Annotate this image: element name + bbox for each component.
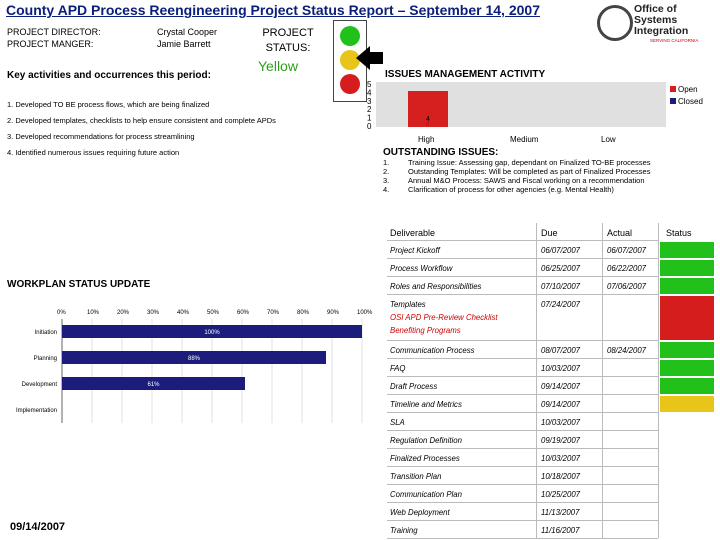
issues-chart xyxy=(366,80,716,146)
status-cell-green xyxy=(660,260,714,276)
status-cell-green xyxy=(660,242,714,258)
issues-chart-title: ISSUES MANAGEMENT ACTIVITY xyxy=(385,69,546,80)
deliverable-name: SLA xyxy=(390,418,405,427)
workplan-chart xyxy=(5,305,380,425)
activity-item: 4. Identified numerous issues requiring future action xyxy=(7,148,180,157)
due-date: 07/10/2007 xyxy=(541,282,581,291)
workplan-category-label: Development xyxy=(21,382,57,388)
deliverable-sub: OSI APD Pre-Review Checklist xyxy=(390,313,498,322)
table-row xyxy=(387,341,714,359)
workplan-data-label: 88% xyxy=(187,356,201,362)
table-row xyxy=(387,359,714,377)
header-due: Due xyxy=(541,228,558,238)
workplan-xtick: 20% xyxy=(117,310,130,316)
actual-date: 06/22/2007 xyxy=(607,264,647,273)
status-arrow-icon xyxy=(356,46,370,70)
table-divider xyxy=(387,538,658,539)
due-date: 06/25/2007 xyxy=(541,264,581,273)
due-date: 11/13/2007 xyxy=(541,508,580,517)
manager-label: PROJECT MANGER: xyxy=(7,39,94,49)
activity-item: 3. Developed recommendations for process streamlining xyxy=(7,132,195,141)
header-actual: Actual xyxy=(607,228,633,238)
issues-ytick: 1 xyxy=(367,113,372,123)
due-date: 10/03/2007 xyxy=(541,454,581,463)
status-cell-green xyxy=(660,278,714,294)
activity-item: 2. Developed templates, checklists to help ensure consistent and complete APDs xyxy=(7,116,276,125)
table-row xyxy=(387,431,714,449)
due-date: 09/19/2007 xyxy=(541,436,581,445)
green-light-icon xyxy=(340,26,360,46)
workplan-xtick: 70% xyxy=(267,310,280,316)
issues-ytick: 4 xyxy=(367,88,372,98)
item-number: 1. xyxy=(383,158,390,167)
workplan-xtick: 40% xyxy=(177,310,190,316)
issues-ytick: 5 xyxy=(367,80,372,89)
workplan-category-label: Planning xyxy=(33,356,57,362)
legend-open-swatch xyxy=(670,86,676,92)
due-date: 10/18/2007 xyxy=(541,472,581,481)
status-cell-green xyxy=(660,360,714,376)
logo-line3: Integration xyxy=(634,25,689,37)
director-label: PROJECT DIRECTOR: xyxy=(7,27,101,37)
issues-category-label: Medium xyxy=(510,135,539,144)
activities-heading: Key activities and occurrences this period: xyxy=(7,70,211,81)
workplan-category-label: Implementation xyxy=(15,408,57,414)
status-cell-yellow xyxy=(660,396,714,412)
due-date: 07/24/2007 xyxy=(541,300,581,309)
table-row xyxy=(387,485,714,503)
due-date: 09/14/2007 xyxy=(541,400,581,409)
table-row xyxy=(387,521,714,539)
deliverable-name: Communication Plan xyxy=(390,490,462,499)
table-row xyxy=(387,277,714,295)
deliverable-name: Draft Process xyxy=(390,382,438,391)
deliverable-name: Templates xyxy=(390,300,426,309)
due-date: 10/25/2007 xyxy=(541,490,581,499)
osi-logo-text xyxy=(634,4,688,37)
legend-closed-label: Closed xyxy=(678,97,703,106)
table-row xyxy=(387,413,714,431)
issues-ytick: 3 xyxy=(367,96,372,106)
report-date: 09/14/2007 xyxy=(10,521,66,533)
table-column-divider xyxy=(602,223,603,538)
issues-data-label: 4 xyxy=(426,116,430,123)
table-column-divider xyxy=(536,223,537,538)
workplan-xtick: 90% xyxy=(327,310,340,316)
deliverable-name: FAQ xyxy=(390,364,406,373)
workplan-xtick: 60% xyxy=(237,310,250,316)
outstanding-item xyxy=(383,176,713,185)
table-row xyxy=(387,241,714,259)
table-row xyxy=(387,395,714,413)
issues-category-label: High xyxy=(418,135,435,144)
issues-data-label: 0 xyxy=(426,122,430,128)
manager-name: Jamie Barrett xyxy=(157,39,211,49)
deliverable-name: Project Kickoff xyxy=(390,246,440,255)
actual-date: 07/06/2007 xyxy=(607,282,647,291)
issues-ytick: 0 xyxy=(367,122,372,131)
table-row xyxy=(387,449,714,467)
due-date: 08/07/2007 xyxy=(541,346,581,355)
deliverable-name: Training xyxy=(390,526,418,535)
logo-line2: Systems xyxy=(634,14,678,26)
outstanding-item xyxy=(383,167,713,176)
table-row xyxy=(387,467,714,485)
item-text: Outstanding Templates: Will be completed as part of Finalized Processes xyxy=(408,167,651,176)
workplan-category-label: Initiation xyxy=(34,330,57,336)
deliverable-name: Transition Plan xyxy=(390,472,442,481)
issues-ytick: 2 xyxy=(367,105,372,115)
item-number: 3. xyxy=(383,176,390,185)
logo-tagline: SERVING CALIFORNIA xyxy=(650,38,699,43)
item-text: Annual M&O Process: SAWS and Fiscal working on a recommendation xyxy=(408,176,645,185)
status-cell-red xyxy=(660,296,714,340)
table-header-row xyxy=(387,223,714,241)
item-number: 2. xyxy=(383,167,390,176)
deliverable-name: Communication Process xyxy=(390,346,475,355)
activity-item: 1. Developed TO BE process flows, which are being finalized xyxy=(7,100,210,109)
workplan-data-label: 61% xyxy=(147,382,160,388)
workplan-heading: WORKPLAN STATUS UPDATE xyxy=(7,279,151,290)
outstanding-item xyxy=(383,185,713,194)
status-label-line1: PROJECT xyxy=(262,27,314,39)
deliverable-name: Timeline and Metrics xyxy=(390,400,462,409)
workplan-data-label: 100% xyxy=(204,330,220,336)
header-deliverable: Deliverable xyxy=(390,228,436,238)
table-row xyxy=(387,503,714,521)
workplan-xtick: 80% xyxy=(297,310,310,316)
deliverable-sub: Benefiting Programs xyxy=(390,326,461,335)
deliverable-name: Finalized Processes xyxy=(390,454,460,463)
osi-logo-icon xyxy=(597,5,633,41)
due-date: 09/14/2007 xyxy=(541,382,581,391)
report-title: County APD Process Reengineering Project Status Report – September 14, 2007 xyxy=(6,2,540,18)
director-name: Crystal Cooper xyxy=(157,27,218,37)
deliverable-name: Process Workflow xyxy=(390,264,453,273)
item-text: Training Issue: Assessing gap, dependant on Finalized TO-BE processes xyxy=(408,158,651,167)
item-text: Clarification of process for other agencies (e.g. Mental Health) xyxy=(408,185,614,194)
table-row xyxy=(387,295,714,341)
project-status-value: Yellow xyxy=(258,58,298,74)
legend-closed-swatch xyxy=(670,98,676,104)
outstanding-item xyxy=(383,158,713,167)
table-row xyxy=(387,377,714,395)
due-date: 06/07/2007 xyxy=(541,246,581,255)
due-date: 10/03/2007 xyxy=(541,364,581,373)
table-column-divider xyxy=(658,223,659,538)
actual-date: 06/07/2007 xyxy=(607,246,647,255)
workplan-xtick: 50% xyxy=(207,310,220,316)
workplan-xtick: 100% xyxy=(357,310,373,316)
logo-line1: Office of xyxy=(634,3,677,15)
status-arrow-shaft xyxy=(369,52,383,64)
legend-open-label: Open xyxy=(678,85,698,94)
due-date: 11/16/2007 xyxy=(541,526,580,535)
outstanding-list xyxy=(383,158,713,194)
actual-date: 08/24/2007 xyxy=(607,346,647,355)
outstanding-heading: OUTSTANDING ISSUES: xyxy=(383,147,499,158)
project-status-label xyxy=(258,26,318,56)
status-cell-green xyxy=(660,378,714,394)
deliverable-name: Regulation Definition xyxy=(390,436,462,445)
deliverable-name: Roles and Responsibilities xyxy=(390,282,482,291)
item-number: 4. xyxy=(383,185,390,194)
workplan-xtick: 0% xyxy=(57,310,66,316)
status-label-line2: STATUS: xyxy=(265,42,311,54)
deliverable-name: Web Deployment xyxy=(390,508,450,517)
table-row xyxy=(387,259,714,277)
status-cell-green xyxy=(660,342,714,358)
header-status: Status xyxy=(666,228,692,238)
workplan-xtick: 10% xyxy=(87,310,100,316)
issues-category-label: Low xyxy=(601,135,616,144)
workplan-xtick: 30% xyxy=(147,310,160,316)
red-light-icon xyxy=(340,74,360,94)
due-date: 10/03/2007 xyxy=(541,418,581,427)
